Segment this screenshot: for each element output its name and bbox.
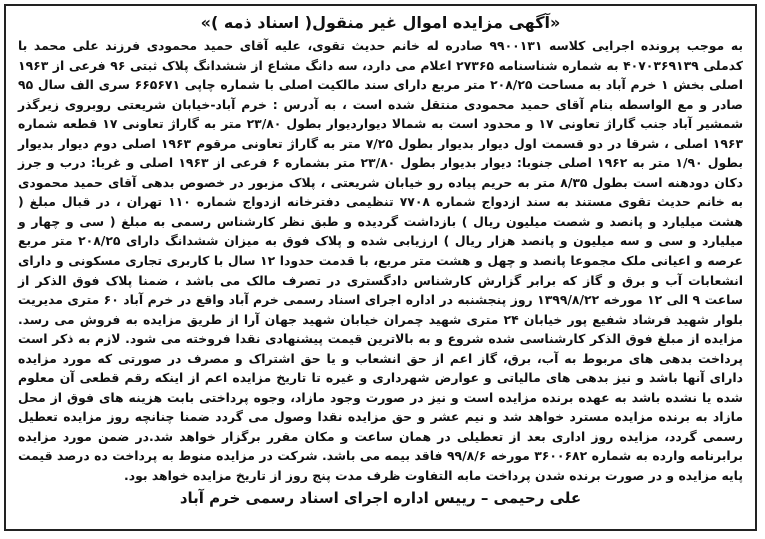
notice-signature: علی رحیمی – رییس اداره اجرای اسناد رسمی خرم آباد	[179, 488, 582, 507]
auction-notice-frame	[4, 4, 757, 531]
notice-title: «آگهی مزایده اموال غیر منقول( اسناد ذمه )»	[200, 13, 561, 32]
notice-body: به موجب پرونده اجرایی کلاسه ۹۹۰۰۱۳۱ صادره له خانم حدیث تقوی، علیه آقای حمید محمودی فرزند علی محمد با کدملی ۴۰۷۰۳۶۹۱۳۹ به شماره شناسنامه ۲۷۳۶۵ اعلام می دارد، سه دانگ مشاع از ششدانگ پلاک ثبتی ۹۶ فرعی از ۱۹۶۳ اصلی بخش ۱ خرم آباد به مساحت ۲۰۸/۲۵ متر مربع دارای سند مالکیت اصلی با شماره چاپی ۶۶۵۶۷۱ سری الف سال ۹۵ صادر و مع الواسطه بنام آقای حمید محمودی منتقل شده است ، به آدرس : خرم آباد-خیابان شریعتی روبروی زیرگذر شمشیر آباد جنب گاراژ تعاونی ۱۷ و محدود است به شمالا دیواردیوار بطول ۲۳/۸۰ متر به گاراژ تعاونی ۱۷ قطعه شماره ۱۹۶۳ اصلی ، شرقا در دو قسمت اول دیوار بدیوار بطول ۷/۲۵ متر به گاراژ تعاونی مرقوم ۱۹۶۳ اصلی دوم دیوار بدیوار بطول ۱/۹۰ متر به ۱۹۶۲ اصلی جنوبا: دیوار بدیوار بطول ۲۳/۸۰ متر بشماره ۶ فرعی از ۱۹۶۳ اصلی و غربا: درب و جرز دکان دودهنه است بطول ۸/۳۵ متر به حریم پیاده رو خیابان شریعتی ، پلاک مزبور در خصوص بدهی آقای حمید محمودی به خانم حدیث تقوی مستند به سند ازدواج شماره ۷۷۰۸ تنظیمی دفترخانه ازدواج شماره ۱۱۰ تهران ، در قبال مبلغ ( هشت میلیارد و پانصد و شصت میلیون ریال ) بازداشت گردیده و طبق نظر کارشناس رسمی به مبلغ ( سی و چهار و میلیارد و سی و سه میلیون و پانصد هزار ریال ) ارزیابی شده و پلاک فوق به میزان ششدانگ دارای ۲۰۸/۲۵ متر مربع عرصه و اعیانی ملک مجموعا پانصد و چهل و هشت متر مربع، با قدمت حدودا ۱۲ سال با کاربری تجاری مسکونی و دارای انشعابات آب و برق و گاز که برابر گزارش کارشناس دادگستری در تصرف مالک می باشد ، ضمنا پلاک فوق الذکر از ساعت ۹ الی ۱۲ مورخه ۱۳۹۹/۸/۲۲ روز پنجشنبه در اداره اجرای اسناد رسمی خرم آباد واقع در خرم آباد ۶۰ متری مدیریت بلوار شهید فرشاد شفیع پور خیابان ۲۴ متری شهید چمران خیابان شهید جهان آرا از طریق مزایده به فروش می رسد. مزایده از مبلغ فوق الذکر کارشناسی شده شروع و به بالاترین قیمت پیشنهادی نقدا فروخته می شود. لازم به ذکر است پرداخت بدهی های مربوط به آب، برق، گاز اعم از حق انشعاب و یا حق اشتراک و مصرف در صورتی که مورد مزایده دارای آنها باشد و نیز بدهی های مالیاتی و عوارض شهرداری و غیره تا تاریخ مزایده اعم از اینکه رقم قطعی آن معلوم شده یا نشده باشد به عهده برنده مزایده است و نیز در صورت وجود مازاد، وجوه پرداختی بابت هزینه های فوق از محل مازاد به برنده مزایده مسترد خواهد شد و نیم عشر و حق مزایده نقدا وصول می گردد ضمنا چنانچه روز مزایده تعطیل رسمی گردد، مزایده روز اداری بعد از تعطیلی در همان ساعت و مکان مقرر برگزار خواهد شد.در ضمن مورد مزایده برابرنامه وارده به شماره ۳۶۰۰۶۸۲ مورخه ۹۹/۸/۶ فاقد بیمه می باشد. شرکت در مزایده منوط به پرداخت ده درصد قیمت پایه مزایده و در صورت برنده شدن پرداخت مابه التفاوت ظرف مدت پنج روز از تاریخ مزایده خواهد بود.	[18, 38, 744, 484]
